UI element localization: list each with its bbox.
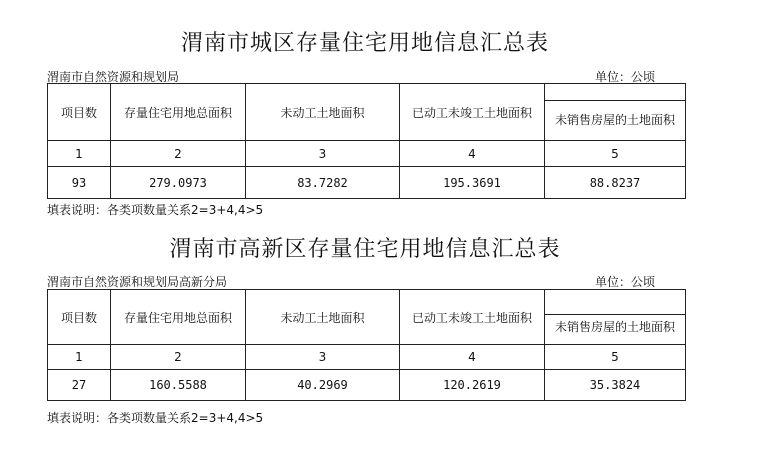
table2 bbox=[47, 289, 686, 401]
table2-unit: 单位：公顷 bbox=[595, 275, 656, 289]
table2-header-in-progress-area: 已动工未竣工土地面积 bbox=[400, 290, 545, 345]
table2-header-total-area: 存量住宅用地总面积 bbox=[111, 290, 246, 345]
table1-index-cell: 2 bbox=[111, 141, 246, 167]
table1-header-row bbox=[48, 84, 686, 141]
table2-value-total-area: 160.5588 bbox=[111, 370, 246, 401]
table1-index-cell: 5 bbox=[545, 141, 686, 167]
table2-index-row bbox=[48, 345, 686, 370]
table2-index-cell: 3 bbox=[246, 345, 400, 370]
table2-header-unsold-area: 未销售房屋的土地面积 bbox=[545, 290, 686, 345]
table1-value-in-progress-area: 195.3691 bbox=[400, 167, 545, 199]
table1-value-unsold-area: 88.8237 bbox=[545, 167, 686, 199]
table2-meta bbox=[47, 273, 685, 289]
table1-meta bbox=[47, 68, 685, 84]
table1-header-count: 项目数 bbox=[48, 84, 111, 141]
table1 bbox=[47, 83, 686, 199]
table2-org: 渭南市自然资源和规划局高新分局 bbox=[47, 275, 228, 289]
table2-title: 渭南市高新区存量住宅用地信息汇总表 bbox=[169, 237, 561, 262]
table1-value-count: 93 bbox=[48, 167, 111, 199]
table2-index-cell: 1 bbox=[48, 345, 111, 370]
table1-value-row bbox=[48, 167, 686, 199]
table2-index-cell: 5 bbox=[545, 345, 686, 370]
table1-title: 渭南市城区存量住宅用地信息汇总表 bbox=[180, 31, 549, 56]
table2-header-count: 项目数 bbox=[48, 290, 111, 345]
table1-index-row bbox=[48, 141, 686, 167]
table1-unit: 单位：公顷 bbox=[595, 70, 656, 84]
table2-value-row bbox=[48, 370, 686, 401]
table1-value-unstarted-area: 83.7282 bbox=[246, 167, 400, 199]
table1-header-unsold-area: 未销售房屋的土地面积 bbox=[545, 84, 686, 141]
table1-header-in-progress-area: 已动工未竣工土地面积 bbox=[400, 84, 545, 141]
table1-note: 填表说明：各类项数量关系2=3+4,4>5 bbox=[47, 203, 264, 217]
table2-index-cell: 4 bbox=[400, 345, 545, 370]
table2-index-cell: 2 bbox=[111, 345, 246, 370]
table1-index-cell: 4 bbox=[400, 141, 545, 167]
table1-value-total-area: 279.0973 bbox=[111, 167, 246, 199]
table2-value-count: 27 bbox=[48, 370, 111, 401]
table2-value-unsold-area: 35.3824 bbox=[545, 370, 686, 401]
table2-header-row bbox=[48, 290, 686, 345]
table2-note: 填表说明：各类项数量关系2=3+4,4>5 bbox=[47, 411, 264, 425]
table1-index-cell: 3 bbox=[246, 141, 400, 167]
table1-index-cell: 1 bbox=[48, 141, 111, 167]
table1-header-unstarted-area: 未动工土地面积 bbox=[246, 84, 400, 141]
table1-org: 渭南市自然资源和规划局 bbox=[47, 70, 180, 84]
table2-value-in-progress-area: 120.2619 bbox=[400, 370, 545, 401]
table1-header-total-area: 存量住宅用地总面积 bbox=[111, 84, 246, 141]
table2-value-unstarted-area: 40.2969 bbox=[246, 370, 400, 401]
table2-header-unstarted-area: 未动工土地面积 bbox=[246, 290, 400, 345]
